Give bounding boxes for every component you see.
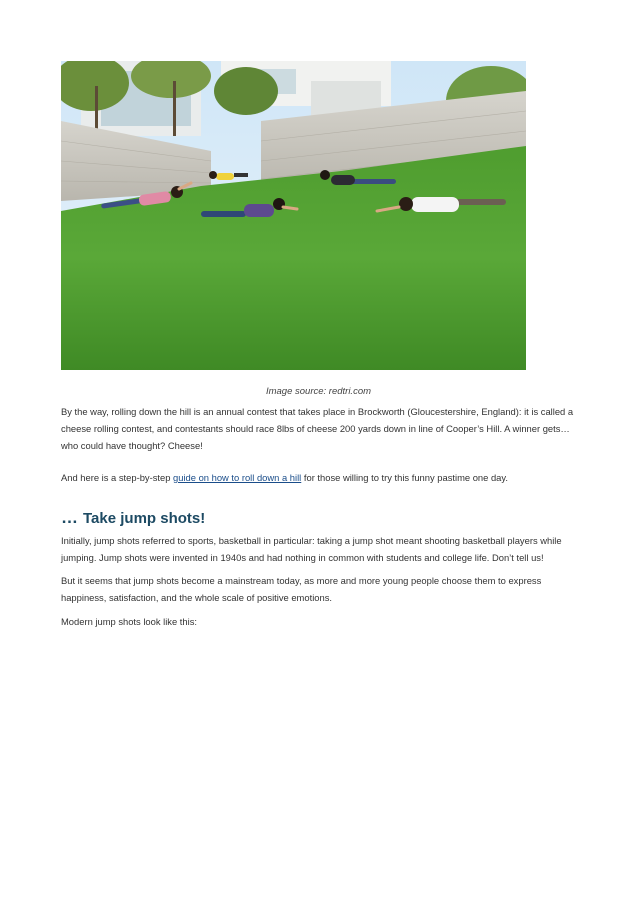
- paragraph-guide-after: for those willing to try this funny pastime one day.: [301, 472, 508, 483]
- heading-title: Take jump shots!: [83, 510, 206, 527]
- paragraph-jump-shots-mainstream: But it seems that jump shots become a mainstream today, as more and more young people choose them to express happiness, satisfaction, and the whole scale of positive emotions.: [61, 575, 542, 603]
- image-caption: Image source: redtri.com: [265, 386, 372, 397]
- paragraph-cheese-rolling: By the way, rolling down the hill is an annual contest that takes place in Brockworth (Gloucestershire, England): it is called a cheese rolling contest, and contestants should race 8lbs of cheese 200 yards down in line of Cooper’s Hill. A winner gets… who could have thought? Cheese!: [61, 406, 574, 451]
- paragraph-modern-jump-shots: Modern jump shots look like this:: [61, 616, 197, 627]
- hillside-photo: [61, 61, 526, 370]
- heading-ellipsis: …: [61, 508, 77, 527]
- section-heading: [61, 508, 205, 528]
- paragraph-guide: [61, 469, 581, 486]
- guide-link[interactable]: guide on how to roll down a hill: [173, 472, 302, 483]
- paragraph-guide-before: And here is a step-by-step: [61, 472, 174, 483]
- paragraph-jump-shots-history: Initially, jump shots referred to sports, basketball in particular: taking a jump shot meant shooting basketball players while jumping. Jump shots were invented in 1940s and had nothing in common with students and college life. Don’t tell us!: [61, 535, 562, 563]
